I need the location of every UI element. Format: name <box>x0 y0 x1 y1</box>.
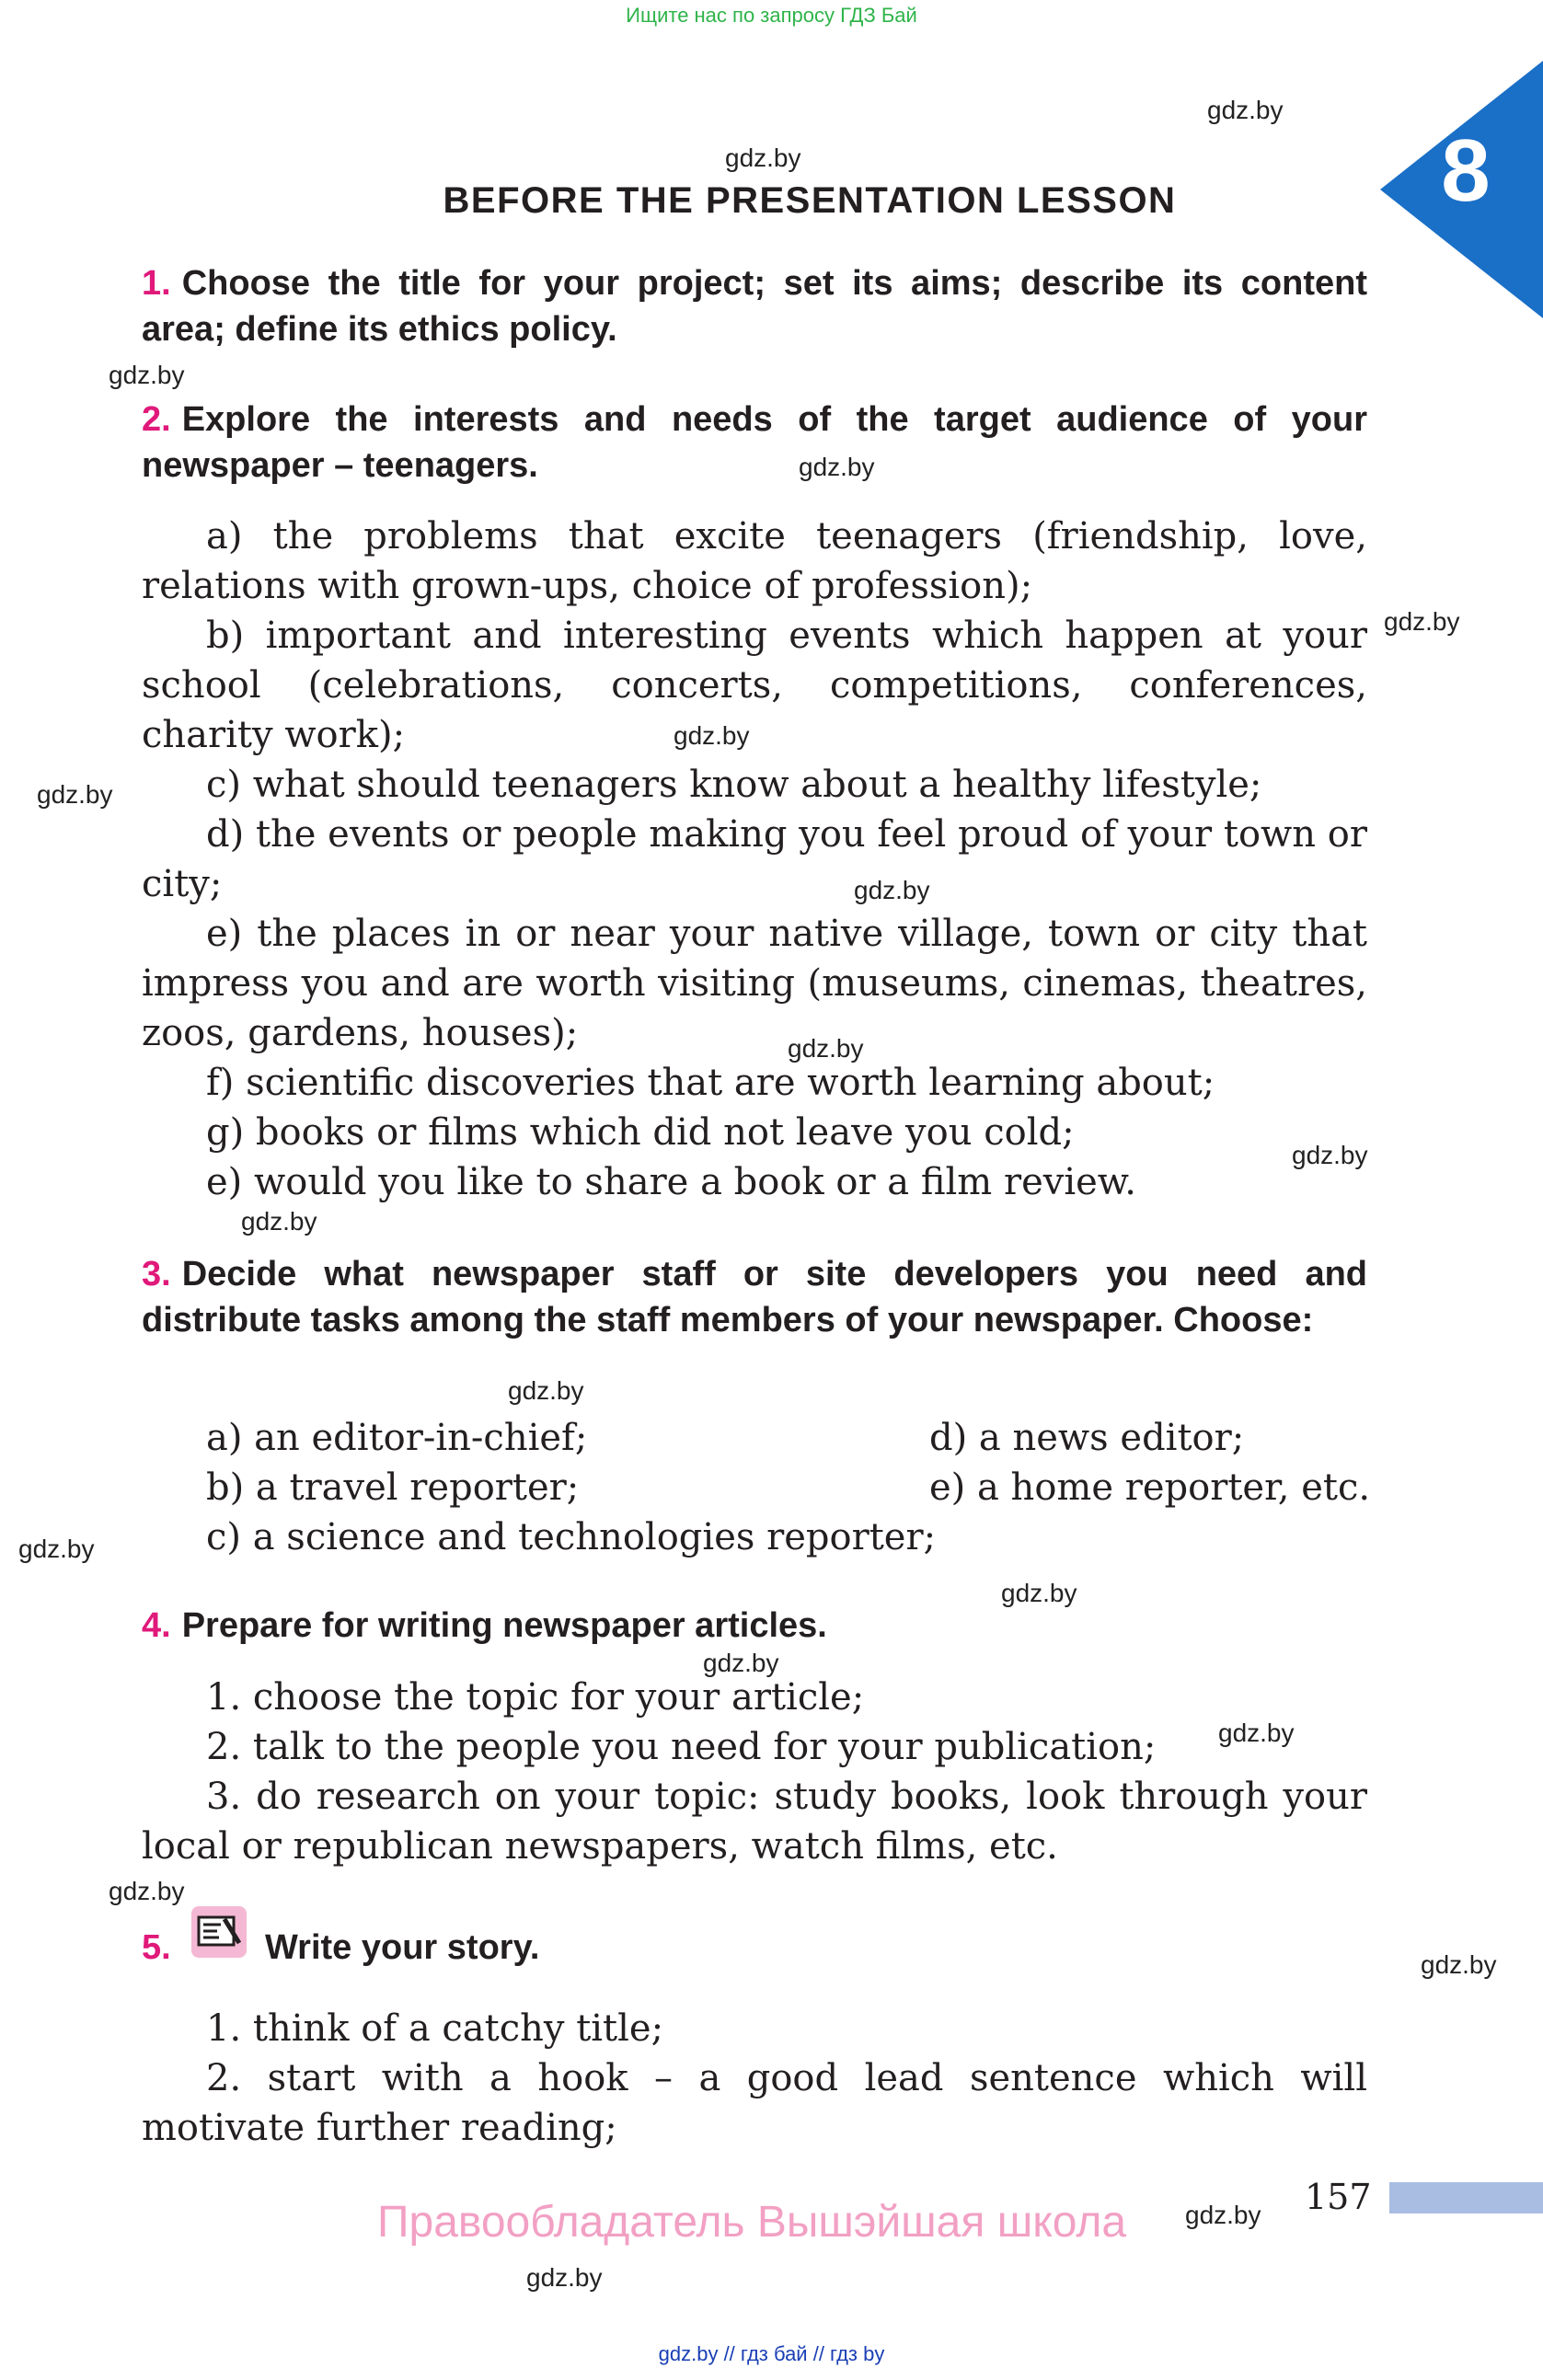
task-2-list <box>142 512 1367 1207</box>
task-text: Explore the interests and needs of the target audience of your newspaper – teenagers. <box>142 400 1367 485</box>
watermark: gdz.by <box>1207 96 1284 124</box>
option-item: a) an editor-in-chief; <box>206 1417 588 1459</box>
chapter-number: 8 <box>1441 121 1491 220</box>
list-item: 2. start with a hook – a good lead sentence which will motivate further reading; <box>142 2057 1367 2149</box>
watermark: gdz.by <box>854 876 930 904</box>
watermark: gdz.by <box>703 1649 779 1677</box>
list-item: g) books or films which did not leave you cold; <box>206 1111 1075 1154</box>
watermark: gdz.by <box>1218 1719 1295 1747</box>
list-item: a) the problems that excite teenagers (friendship, love, relations with grown-ups, choice of profession); <box>142 515 1367 607</box>
task-5-list <box>142 2004 1367 2153</box>
watermark: gdz.by <box>1292 1141 1368 1169</box>
task-number: 5. <box>142 1928 171 1967</box>
watermark: gdz.by <box>18 1535 95 1563</box>
option-item: b) a travel reporter; <box>206 1466 580 1509</box>
list-item: d) the events or people making you feel proud of your town or city; <box>142 813 1367 905</box>
task-number: 1. <box>142 264 171 303</box>
list-item: 2. talk to the people you need for your publication; <box>206 1726 1157 1768</box>
list-item: c) what should teenagers know about a healthy lifestyle; <box>206 764 1262 806</box>
watermark: gdz.by <box>725 144 801 172</box>
watermark: gdz.by <box>788 1034 864 1063</box>
option-item: d) a news editor; <box>929 1417 1245 1459</box>
list-item: 1. choose the topic for your article; <box>206 1676 865 1719</box>
watermark: gdz.by <box>37 780 113 809</box>
watermark: gdz.by <box>109 361 185 389</box>
list-item: f) scientific discoveries that are worth learning about; <box>206 1062 1215 1104</box>
task-5 <box>142 1925 182 1971</box>
list-item: e) the places in or near your native village, town or city that impress you and are worth visiting (museums, cinemas, theatres, zoos, gardens, houses); <box>142 913 1367 1054</box>
task-text: Prepare for writing newspaper articles. <box>181 1606 827 1645</box>
watermark: gdz.by <box>674 721 750 750</box>
bottom-links[interactable]: gdz.by // гдз бай // гдз by <box>658 2342 885 2365</box>
list-item: 1. think of a catchy title; <box>206 2007 664 2050</box>
page-number-bar <box>1389 2182 1543 2213</box>
task-text: Choose the title for your project; set its aims; describe its content area; define its ethics policy. <box>142 264 1367 349</box>
option-item: e) a home reporter, etc. <box>929 1466 1371 1509</box>
task-4-list <box>142 1673 1367 1871</box>
task-number: 3. <box>142 1255 171 1293</box>
task-5-title: Write your story. <box>265 1928 540 1967</box>
copyright-notice: Правообладатель Вышэйшая школа <box>377 2198 1127 2247</box>
task-1 <box>142 260 1367 352</box>
option-item: c) a science and technologies reporter; <box>206 1516 937 1558</box>
list-item: b) important and interesting events which happen at your school (celebrations, concerts, competitions, conferences, charity work); <box>142 615 1367 756</box>
watermark: gdz.by <box>109 1877 185 1905</box>
watermark: gdz.by <box>508 1376 584 1405</box>
task-text: Decide what newspaper staff or site developers you need and distribute tasks among the staff members of your newspaper. Choose: <box>142 1255 1367 1339</box>
list-item: e) would you like to share a book or a film review. <box>206 1161 1137 1203</box>
list-item: 3. do research on your topic: study books, look through your local or republican newspapers, watch films, etc. <box>142 1776 1367 1868</box>
watermark: gdz.by <box>1384 607 1460 636</box>
task-2 <box>142 397 1367 489</box>
top-banner[interactable]: Ищите нас по запросу ГДЗ Бай <box>626 4 917 27</box>
task-3 <box>142 1251 1367 1343</box>
watermark: gdz.by <box>1185 2201 1261 2229</box>
page-number: 157 <box>1305 2177 1372 2217</box>
watermark: gdz.by <box>1001 1579 1077 1607</box>
watermark: gdz.by <box>526 2263 603 2292</box>
watermark: gdz.by <box>241 1207 317 1236</box>
task-4 <box>142 1603 1367 1649</box>
task-number: 4. <box>142 1606 171 1645</box>
task-number: 2. <box>142 400 171 439</box>
writing-icon <box>191 1906 247 1958</box>
watermark: gdz.by <box>1421 1950 1497 1979</box>
watermark: gdz.by <box>799 453 875 481</box>
page-title: BEFORE THE PRESENTATION LESSON <box>443 180 1177 221</box>
